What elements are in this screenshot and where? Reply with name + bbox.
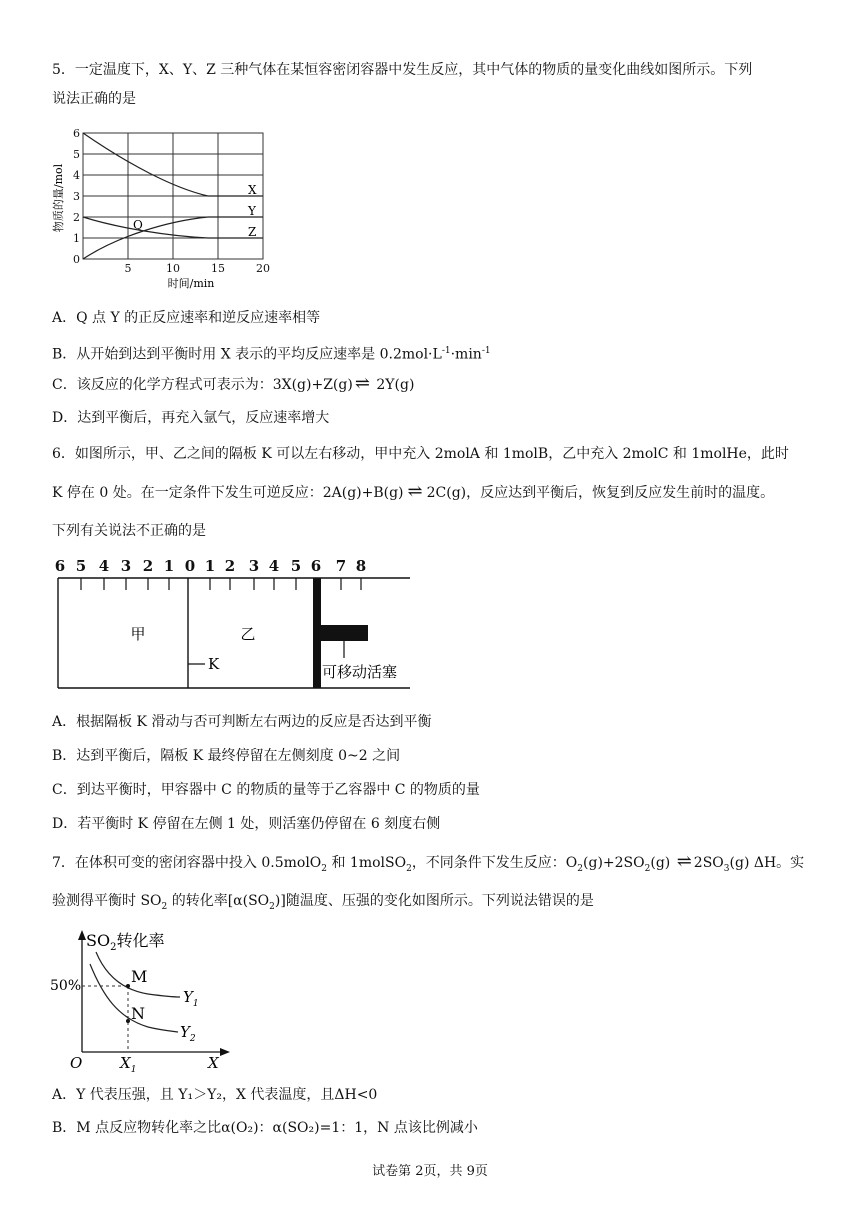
scale-label: 4: [98, 557, 110, 575]
q7-xlabel: X: [208, 1054, 219, 1072]
q6-stem-line1: 6．如图所示，甲、乙之间的隔板 K 可以左右移动，甲中充入 2molA 和 1molB，乙中充入 2molC 和 1molHe，此时: [52, 446, 789, 462]
scale-label: 3: [120, 557, 132, 575]
q7-label-y2: $Y_2$: [180, 1023, 196, 1044]
scale-label: 6: [310, 557, 322, 575]
q7-label-y1: $Y_1$: [183, 988, 199, 1009]
q5-option-c: C．该反应的化学方程式可表示为：3X(g)+Z(g) ⇌ 2Y(g): [52, 373, 415, 394]
scale-label: 2: [224, 557, 236, 575]
q5-ytick: 2: [73, 211, 80, 224]
q5-ytick: 3: [73, 190, 80, 203]
q7-option-a: A．Y 代表压强，且 Y₁＞Y₂，X 代表温度，且ΔH<0: [52, 1087, 378, 1103]
scale-label: 7: [335, 557, 347, 575]
q7-xtick-x1: $X_1$: [120, 1054, 137, 1074]
piston-rod: [321, 625, 368, 641]
q5-option-d: D．达到平衡后，再充入氩气，反应速率增大: [52, 410, 330, 426]
q7-label-m: M: [131, 967, 148, 986]
equilibrium-arrow-icon: ⇌: [407, 481, 423, 502]
q5-xlabel: 时间/min: [167, 277, 215, 290]
chamber-yi-label: 乙: [240, 625, 256, 643]
q7-stem-line1: 7．在体积可变的密闭容器中投入 0.5molO$_2$ 和 1molSO$_2$，不同条件下发生反应：$O_2(g)+2SO_2(g)$ ⇌ $2SO_3(g)$ ΔH。实: [52, 851, 805, 874]
q5-label-x: X: [248, 183, 257, 197]
piston: [313, 578, 321, 688]
scale-label: 3: [248, 557, 260, 575]
q6-stem-line2: K 停在 0 处。在一定条件下发生可逆反应：2A(g)+B(g) ⇌ 2C(g)，反应达到平衡后，恢复到反应发生前时的温度。: [52, 481, 775, 502]
q7-graph: [48, 924, 238, 1074]
scale-label: 1: [204, 557, 216, 575]
piston-label: 可移动活塞: [322, 663, 398, 681]
q5-ytick: 5: [73, 148, 80, 161]
q6-option-a: A．根据隔板 K 滑动与否可判断左右两边的反应是否达到平衡: [52, 714, 432, 730]
q5-point-q: Q: [133, 218, 143, 232]
q7-ytick-50: 50%: [50, 978, 82, 994]
scale-label: 5: [75, 557, 87, 575]
q7-point-m: [126, 984, 130, 988]
scale-label: 4: [268, 557, 280, 575]
q7-stem-line2: 验测得平衡时 $SO_2$ 的转化率$[\alpha(SO_2)]$随温度、压强的变化如图所示。下列说法错误的是: [52, 893, 594, 912]
y-axis-arrow-icon: [78, 930, 86, 940]
q5-option-a: A．Q 点 Y 的正反应速率和逆反应速率相等: [52, 310, 321, 326]
q7-label-n: N: [131, 1004, 145, 1023]
x-axis-arrow-icon: [220, 1048, 230, 1056]
q6-option-d: D．若平衡时 K 停留在左侧 1 处，则活塞仍停留在 6 刻度右侧: [52, 816, 441, 832]
q5-label-y: Y: [248, 204, 256, 218]
q5-xtick: 5: [124, 262, 132, 275]
page-footer: 试卷第 2页，共 9页: [372, 1164, 488, 1179]
q6-stem-line3: 下列有关说法不正确的是: [52, 523, 206, 539]
chamber-jia-label: 甲: [130, 625, 146, 643]
q6-container-figure: [50, 554, 412, 694]
q5-ytick: 4: [73, 169, 80, 182]
q7-option-b: B．M 点反应物转化率之比α(O₂)：α(SO₂)=1：1，N 点该比例减小: [52, 1120, 478, 1136]
equilibrium-arrow-icon: ⇌: [354, 373, 370, 394]
q7-origin: O: [70, 1054, 83, 1072]
equilibrium-arrow-icon: ⇌: [676, 851, 692, 872]
q5-ytick: 0: [73, 253, 80, 266]
q7-point-n: [126, 1019, 130, 1023]
q5-xtick: 15: [211, 262, 225, 275]
partition-k-label: K: [208, 655, 220, 673]
q5-stem-line1: 5．一定温度下，X、Y、Z 三种气体在某恒容密闭容器中发生反应，其中气体的物质的量变化曲线如图所示。下列: [52, 62, 753, 78]
q6-option-c: C．到达平衡时，甲容器中 C 的物质的量等于乙容器中 C 的物质的量: [52, 782, 480, 798]
scale-label: 6: [54, 557, 66, 575]
scale-label: 2: [142, 557, 154, 575]
q5-ylabel: 物质的量/mol: [52, 163, 65, 233]
scale-label: 5: [290, 557, 302, 575]
scale-label: 0: [184, 557, 196, 575]
q5-label-z: Z: [248, 225, 257, 239]
q5-stem-line2: 说法正确的是: [52, 91, 136, 107]
q6-option-b: B．达到平衡后，隔板 K 最终停留在左侧刻度 0~2 之间: [52, 748, 401, 764]
q5-ytick: 6: [73, 127, 80, 140]
scale-label: 8: [355, 557, 367, 575]
scale-label: 1: [163, 557, 175, 575]
q5-xtick: 10: [166, 262, 180, 275]
q5-graph: [48, 126, 278, 292]
q5-ytick: 1: [73, 232, 80, 245]
q5-option-b: B．从开始到达到平衡时用 X 表示的平均反应速率是 $0.2mol\cdot L^{-1}\cdot\min^{-1}$: [52, 346, 491, 363]
q7-ylabel: $SO_2$转化率: [86, 931, 165, 953]
q5-xtick: 20: [256, 262, 270, 275]
